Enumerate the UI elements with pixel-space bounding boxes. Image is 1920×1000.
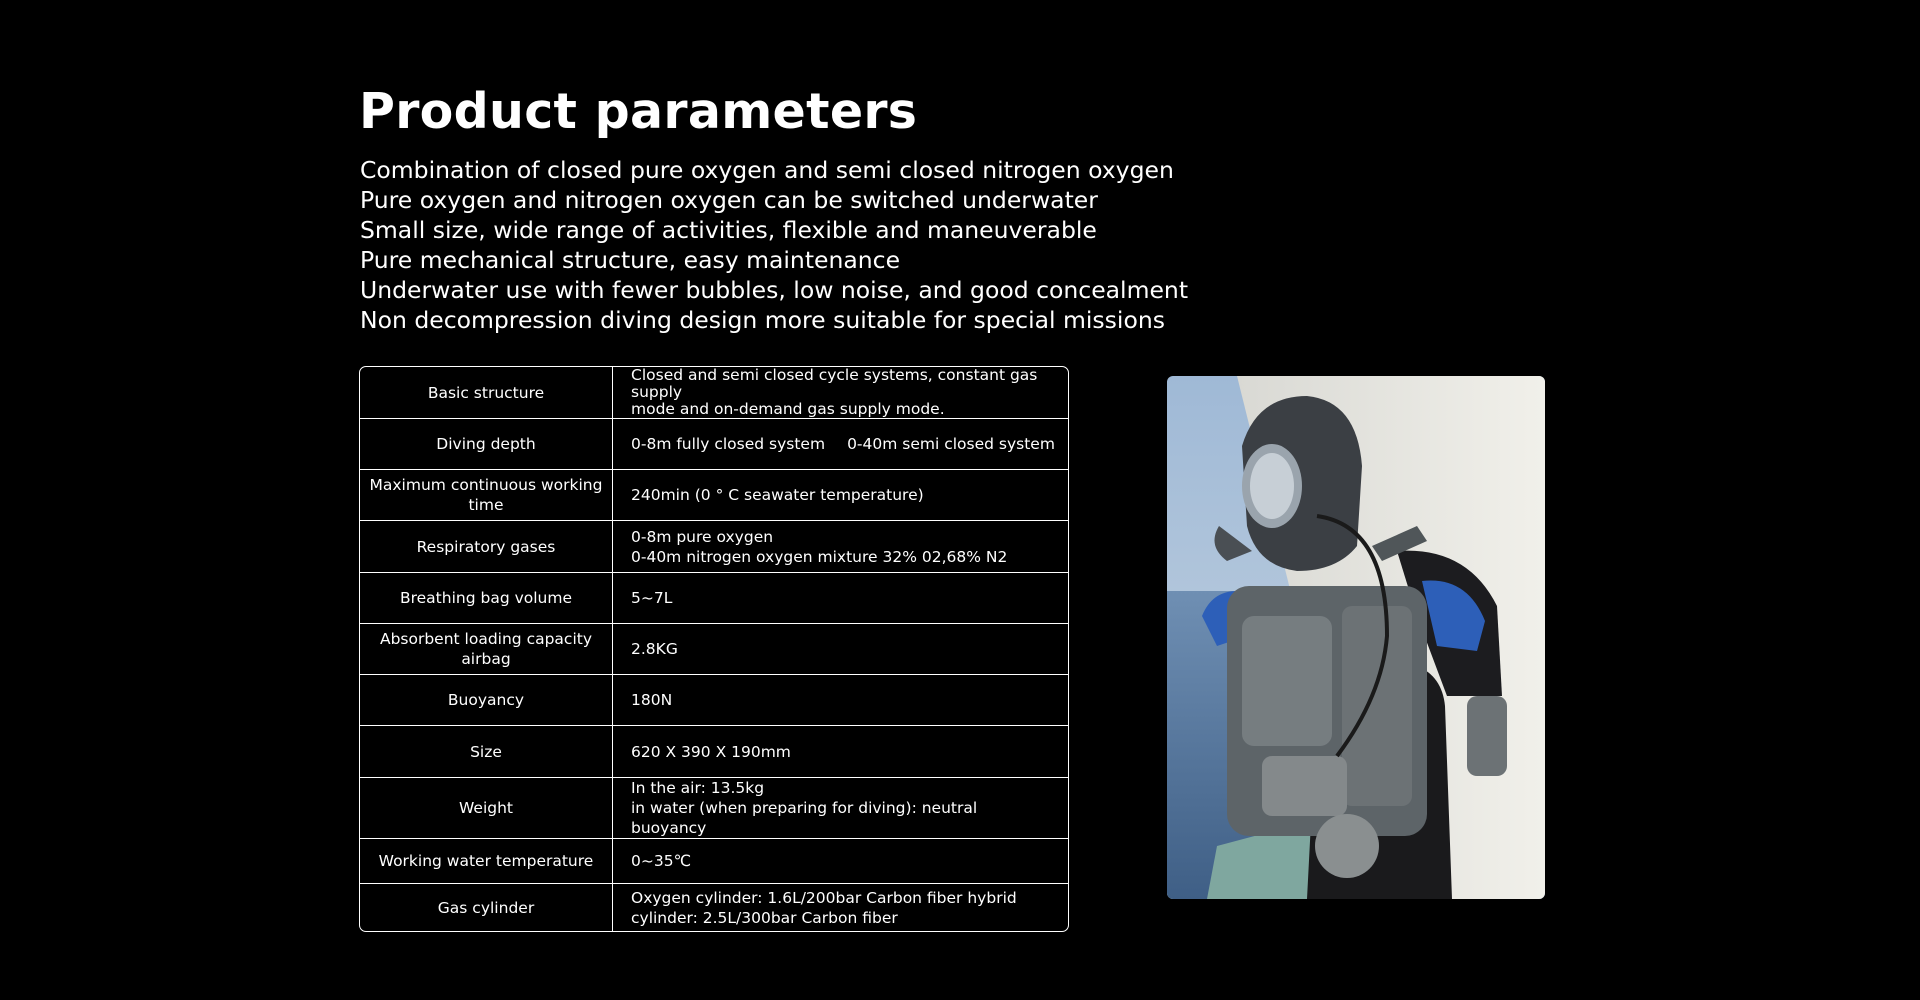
table-row: [360, 419, 1068, 470]
spec-value: [613, 624, 1068, 675]
spec-label: Basic structure: [360, 367, 613, 419]
spec-value: [613, 726, 1068, 778]
spec-label: Maximum continuous working time: [360, 470, 613, 521]
feature-item: Small size, wide range of activities, flexible and maneuverable: [360, 216, 1097, 244]
table-row: [360, 839, 1068, 884]
feature-item: Underwater use with fewer bubbles, low noise, and good concealment: [360, 276, 1189, 304]
spec-label: Size: [360, 726, 613, 778]
spec-value: [613, 675, 1068, 726]
page-title: Product parameters: [359, 83, 918, 140]
spec-value-line: Oxygen cylinder: 1.6L/200bar Carbon fiber hybrid: [631, 888, 1017, 907]
spec-value-line: mode and on-demand gas supply mode.: [631, 400, 945, 418]
spec-value-line: 2.8KG: [631, 640, 678, 658]
spec-value: [613, 521, 1068, 573]
spec-label: Respiratory gases: [360, 521, 613, 573]
spec-value: [613, 573, 1068, 624]
spec-table: [359, 366, 1069, 932]
table-row: [360, 367, 1068, 419]
spec-label: Diving depth: [360, 419, 613, 470]
diver-illustration: [1167, 376, 1545, 899]
feature-item: Pure mechanical structure, easy maintenance: [360, 246, 901, 274]
spec-value-line: 0-8m pure oxygen: [631, 527, 774, 546]
table-row: [360, 521, 1068, 573]
spec-value-line: 180N: [631, 691, 673, 709]
spec-value-line: cylinder: 2.5L/300bar Carbon fiber: [631, 908, 898, 927]
spec-value-part: 0-40m semi closed system: [847, 435, 1055, 453]
table-row: [360, 778, 1068, 839]
spec-value-line: Closed and semi closed cycle systems, constant gas supply: [631, 366, 1038, 401]
spec-value: [613, 367, 1068, 419]
table-row: [360, 470, 1068, 521]
table-row: [360, 675, 1068, 726]
spec-value-line: in water (when preparing for diving): neutral buoyancy: [631, 799, 978, 837]
spec-value-line: 0~35℃: [631, 852, 691, 870]
spec-value-line: 5~7L: [631, 589, 673, 607]
spec-value: [613, 419, 1068, 470]
feature-item: Non decompression diving design more suitable for special missions: [360, 306, 1165, 334]
spec-value: [613, 778, 1068, 839]
feature-list: [360, 155, 1188, 335]
spec-label: Absorbent loading capacity airbag: [360, 624, 613, 675]
feature-item: Combination of closed pure oxygen and semi closed nitrogen oxygen: [360, 156, 1174, 184]
spec-value: [613, 884, 1068, 931]
diver-photo: [1167, 376, 1545, 899]
spec-label: Gas cylinder: [360, 884, 613, 931]
feature-item: Pure oxygen and nitrogen oxygen can be switched underwater: [360, 186, 1098, 214]
table-row: [360, 573, 1068, 624]
table-row: [360, 624, 1068, 675]
spec-label: Working water temperature: [360, 839, 613, 884]
spec-label: Weight: [360, 778, 613, 839]
spec-value: [613, 470, 1068, 521]
spec-value-line: 0-40m nitrogen oxygen mixture 32% 02,68% N2: [631, 547, 1008, 566]
spec-label: Buoyancy: [360, 675, 613, 726]
table-row: [360, 726, 1068, 778]
spec-value-line: In the air: 13.5kg: [631, 779, 765, 797]
spec-value-line: 240min (0 ° C seawater temperature): [631, 486, 924, 504]
spec-label: Breathing bag volume: [360, 573, 613, 624]
spec-value: [613, 839, 1068, 884]
table-row: [360, 884, 1068, 931]
spec-value-line: 620 X 390 X 190mm: [631, 742, 791, 761]
spec-value-part: 0-8m fully closed system: [631, 435, 826, 453]
